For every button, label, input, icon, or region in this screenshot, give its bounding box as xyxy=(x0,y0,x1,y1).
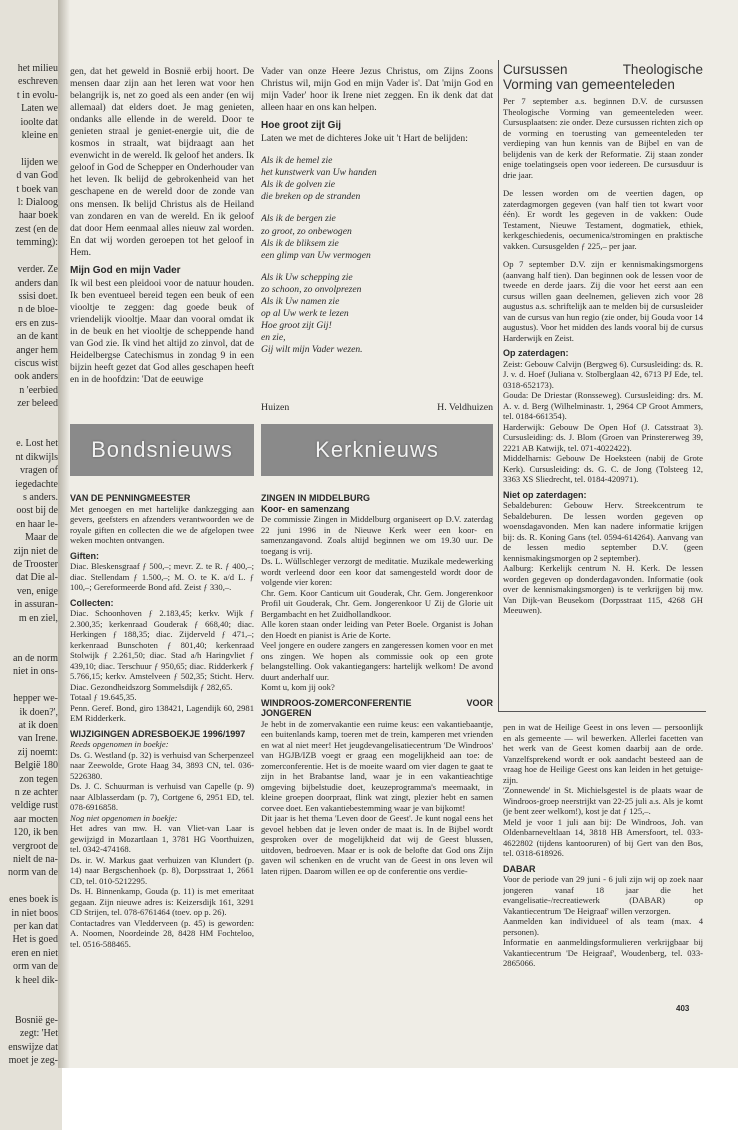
spine-line: n de bloe- xyxy=(18,304,58,316)
spine-line: zon tegen xyxy=(19,773,58,785)
poem-line: zo groot, zo onbewogen xyxy=(261,225,352,237)
author-name: H. Veldhuizen xyxy=(437,402,493,413)
news-heading: VAN DE PENNINGMEESTER xyxy=(70,493,191,503)
news-paragraph: Komt u, kom jij ook? xyxy=(261,682,335,692)
spine-line: eren en niet xyxy=(11,947,58,959)
spine-line: nielt de na- xyxy=(13,853,58,865)
poem-line: Als ik de bergen zie xyxy=(261,213,336,225)
article-paragraph: Ik wil best een pleidooi voor de natuur houden. Ik ben eventueel bereid tegen een beuk of een viooltje te zeggen: dag goede beuk of vriendelijk viooltje. Maar dan vooral omdat ik in de beuk en het viooltje de scheppende hand van God zie. Ik vind het altijd zo zinvol, dat de Heidelbergse Catechismus in zondag 9 in een bijzin heeft gezet dat God alles geschapen heeft en in de hoofdzin: 'Dat de eeuwige xyxy=(70,277,254,386)
news-paragraph: Chr. Gem. Koor Canticum uit Gouderak, Chr. Gem. Jongerenkoor Profil uit Gouderak, Chr. Gem. Jongerenkoor U Zij de Glorie uit Bergambacht en het Zuidhollandkoor. xyxy=(261,587,493,619)
spine-line: in niet boos xyxy=(11,907,58,919)
spine-line: Het is goed xyxy=(12,934,58,946)
spine-line: de Trooster xyxy=(12,559,58,571)
news-subheading: Reeds opgenomen in boekje: xyxy=(70,739,169,749)
article-column-2 xyxy=(261,66,493,400)
poem-line: zo schoon, zo onvolprezen xyxy=(261,283,362,295)
news-paragraph: Ds. J. C. Schuurman is verhuisd van Capelle (p. 9) naar Alblasserdam (p. 7), Cortgene 6, 2951 ED, tel. 078-6916858. xyxy=(70,781,254,812)
spine-line: moet je zeg- xyxy=(8,1055,58,1067)
article-column-4-continued xyxy=(503,722,703,992)
news-paragraph: Veel jongere en oudere zangers en zangeressen komen voor en met ons zingen. We hopen als commissie ook op een grote belangstelling. Ook vakantiegangers: hartelijk welkom! De avond duurt anderhalf uur. xyxy=(261,640,493,682)
spine-line: ven, enige xyxy=(16,585,58,597)
spine-line xyxy=(0,638,58,651)
bondsnieuws-column xyxy=(70,488,254,958)
course-location: Zeist: Gebouw Calvijn (Bergweg 6). Cursusleiding: ds. R. J. v. d. Hoef (Juliana v. Stolberglaan 42, 6713 PJ Ede, tel. 0318-652173). xyxy=(503,358,703,390)
spine-line xyxy=(0,625,58,638)
box-paragraph: Per 7 september a.s. beginnen D.V. de cursussen Theologische Vorming van gemeenteleden weer. Cursusplaatsen: zie onder. Deze cursussen richten zich op de vorming en toerusting van gemeenteleden ter verdieping van hun kennis van de Bijbel en van de belijdenis van de kerk der Reformatie. Zij staan zonder enige toelatingseis open voor iedereen. De cursusduur is drie jaar. xyxy=(503,96,703,180)
news-paragraph: Diac. Schoonhoven ƒ 2.183,45; kerkv. Wijk ƒ 2.300,35; kerkenraad Gouderak ƒ 668,40; diac. Herkingen ƒ 188,35; diac. Zijderveld ƒ 471,–; kerkenraad Bunschoten ƒ 801,40; kerkenraad Stolwijk ƒ 2.261,50; diac. Stad a/h Haringvliet ƒ 439,10; diac. Terschuur ƒ 950,65; diac. Ridderkerk ƒ 5.766,15; kerkv. Amstelveen ƒ 502,35; Sticht. Herv. Diac. Gezondheidszorg Sommelsdijk ƒ 282,65. xyxy=(70,608,254,692)
spine-line: norm van de xyxy=(8,867,58,879)
spine-line: s anders. xyxy=(23,492,58,503)
poem-line: Als ik de golven zie xyxy=(261,179,336,191)
spine-line: enes boek is xyxy=(9,894,58,906)
spine-line: anger hem xyxy=(16,344,58,356)
spine-line: d van God xyxy=(16,170,58,182)
news-paragraph: Aanmelden kan individueel of als team (max. 4 personen). xyxy=(503,916,703,937)
spine-line: per kan dat xyxy=(13,921,58,932)
spine-line xyxy=(0,142,58,155)
poem-line: die breken op de stranden xyxy=(261,191,361,203)
spine-line: verder. Ze xyxy=(17,264,58,276)
course-location: Gouda: De Driestar (Ronsseweg). Cursusleiding: drs. M. A. v. d. Berg (Wilhelminastr. 1, 2964 CP Groot Ammers, tel. 0184-661354). xyxy=(503,390,703,421)
spine-line: Maar de xyxy=(24,532,58,544)
spine-line: 120, ik ben xyxy=(13,827,58,839)
spine-line: vergroot de xyxy=(12,840,58,852)
spine-line: ciscus wist xyxy=(14,357,58,369)
spine-line: iegedachte xyxy=(15,478,58,490)
news-paragraph: Voor de periode van 29 juni - 6 juli zijn wij op zoek naar jongeren vanaf 18 jaar die het evangelisatie-/recreatiewerk (DABAR) op Vakantiecentrum 'De Heigraaf' willen verzorgen. xyxy=(503,874,703,916)
poem-line: en zie, xyxy=(261,331,286,343)
news-heading: WINDROOS-ZOMERCONFERENTIE VOOR JONGEREN xyxy=(261,697,493,718)
spine-line: an de kant xyxy=(16,331,58,343)
spine-line: an de norm xyxy=(13,652,58,664)
spine-line: ers en zus- xyxy=(15,317,58,329)
news-heading: DABAR xyxy=(503,863,536,874)
spine-line: niet in ons- xyxy=(13,666,58,678)
spine-line xyxy=(0,411,58,424)
section-heading: Hoe groot zijt Gij xyxy=(261,120,341,132)
page-gutter-shadow xyxy=(58,0,70,1068)
spine-line: veldige rust xyxy=(11,800,58,812)
spine-line: t boek van xyxy=(16,183,58,195)
spine-line: ik doen?', xyxy=(19,706,58,718)
banner-title: Kerknieuws xyxy=(315,437,439,462)
poem-stanza xyxy=(261,155,493,203)
news-paragraph: Diac. Bleskensgraaf ƒ 500,–; mevr. Z. te R. ƒ 400,–; diac. Stellendam ƒ 1.500,–; M. O. te K. a/d L. ƒ 100,–; Gereformeerde Bond afd. Zeist ƒ 330,–. xyxy=(70,561,254,592)
spine-line: zegt: 'Het xyxy=(19,1028,58,1040)
spine-line: l: Dialoog xyxy=(17,197,58,209)
news-paragraph: pen in wat de Heilige Geest in ons leven — persoonlijk en als gemeente — wil bewerken. Allerlei facetten van het werk van de Geest komen daarbij aan de orde. Vanzelfsprekend wordt er ook aandacht besteed aan de vraag hoe de Heilige Geest ons kan leiden in het getuige-zijn. xyxy=(503,722,703,785)
news-paragraph: Ds. ir. W. Markus gaat verhuizen van Klundert (p. 14) naar Bergschenhoek (p. 8), Dorpsstraat 1, 2661 CD, tel. 010-5212295. xyxy=(70,854,254,886)
spine-line: anders dan xyxy=(14,277,58,289)
spine-line: in assuran- xyxy=(14,599,58,611)
spine-line: het milieu xyxy=(17,63,58,74)
course-location: Middelharnis: Gebouw De Hoeksteen (nabij de Grote Kerk). Cursusleiding: ds. G. C. de Jong (Tolsteeg 12, 3363 XS Sliedrecht, tel. 0184-420971). xyxy=(503,453,703,484)
news-subheading: Koor- en samenzang xyxy=(261,503,350,514)
spine-line: k heel dik- xyxy=(15,974,58,986)
course-location: Harderwijk: Gebouw De Open Hof (J. Catsstraat 3). Cursusleiding: ds. J. Blom (Groen van Prinstererweg 39, 2221 AB Katwijk, tel. 071-4022422). xyxy=(503,421,703,453)
section-heading: Mijn God en mijn Vader xyxy=(70,264,181,276)
spine-line: t in evolu- xyxy=(16,89,58,101)
course-location: Sebaldeburen: Gebouw Herv. Streekcentrum te Sebaldeburen. De lessen worden gegeven op woensdagavonden. Men kan nadere informatie krijgen bij: ds. R. Koning Gans (tel. 0594-614264). Aanvang van de lessen medio september D.V. (geen kennismakingsmorgen op 2 september). xyxy=(503,500,703,563)
spine-line: zij noemt: xyxy=(17,746,58,758)
spine-line: temming): xyxy=(16,237,58,249)
spine-line: eschreven xyxy=(18,76,58,88)
spine-line: lijden we xyxy=(21,156,58,168)
spine-line: zijn niet de xyxy=(13,545,58,557)
spine-line: e. Lost het xyxy=(16,438,58,450)
spine-line: n ze achter xyxy=(14,786,58,798)
poem-line: Als ik Uw namen zie xyxy=(261,295,340,307)
box-heading: Op zaterdagen: xyxy=(503,348,569,358)
banner-title: Bondsnieuws xyxy=(91,437,233,462)
course-info-box xyxy=(503,62,703,708)
spine-line: zer beleed xyxy=(17,398,58,410)
poem-line: Als ik de hemel zie xyxy=(261,155,333,167)
spine-line xyxy=(0,424,58,437)
kerknieuws-column xyxy=(261,488,493,958)
news-paragraph: Met genoegen en met hartelijke dankzegging aan gevers, geefsters en afzenders verantwoorden we de royale giften en collecten die we de afgelopen twee weken mochten ontvangen. xyxy=(70,503,254,545)
news-paragraph: Informatie en aanmeldingsformulieren verkrijgbaar bij Vakantiecentrum 'De Heigraaf', Woudenberg, tel. 033-2865066. xyxy=(503,937,703,968)
spine-line xyxy=(0,880,58,893)
news-paragraph: Het adres van mw. H. van Vliet-van Laar is gewijzigd in Mozartlaan 1, 3781 HG Voorthuizen, tel. 0342-474168. xyxy=(70,823,254,854)
poem-line: op al Uw werk te lezen xyxy=(261,307,349,319)
spine-line: n 'eerbied xyxy=(19,384,58,396)
spine-line: zest (en de xyxy=(15,223,58,235)
news-paragraph: Dit jaar is het thema 'Leven door de Geest'. Je kunt nogal eens het gevoel hebben dat je leven onder de maat is. In de Bijbel wordt gesproken over de mogelijkheid dat wij de Geest blussen, uitdoven, bedroeven. Maar er is ook de belofte dat God ons Zijn gaven wil schenken en de vrucht van de Geest in ons leven wil laten rijpen. Daarom willen ee op de conferentie ons verdie- xyxy=(261,813,493,876)
poem-line: het kunstwerk van Uw handen xyxy=(261,167,377,179)
spine-line: ook anders xyxy=(14,371,58,383)
news-paragraph: Ds. H. Binnenkamp, Gouda (p. 11) is met emeritaat gegaan. Zijn nieuwe adres is: Keizersdijk 161, 3291 CD Strijen, tel. 078-6761464 (toev. op p. 26). xyxy=(70,886,254,917)
article-paragraph: gen, dat het geweld in Bosnië erbij hoort. De mensen daar zijn aan het leren wat voor hen belangrijk is, net zo goed als een ander (en wij allemaal) dat elders doet. Je mag genieten, ondanks alle ellende in de wereld. Door te genieten straal je geniet-energie uit, die de kosmos in straalt, wat bijdraagt aan het evenwicht in de wereld. Ik geloof het anders. Ik geloof in God de Schepper en Onderhouder van het leven. Ik belijd de gebrokenheid van het geschapene en de wereld door de zonde van ons mensen. Ik belijd Christus als de Heiland van zondaren en van de wereld. En ik geloof dat door Hem eenmaal alles nieuw zal worden. En dat wij worden geroepen tot het geloof in Hem. xyxy=(70,66,254,258)
news-paragraph: Totaal ƒ 19.645,35. xyxy=(70,692,137,702)
poem-line: Als ik de bliksem zie xyxy=(261,237,339,249)
spine-line xyxy=(0,1000,58,1013)
box-paragraph: Op 7 september D.V. zijn er kennismakingsmorgens (aanvang half tien). Dan beginnen ook de lessen voor de tweede en derde jaars. Zij die voor het eerst aan een cursus willen gaan deelnemen, gelieven zich voor 28 augustus a.s. schriftelijk aan te melden bij de cursusleider van de cursus van hun regio (zie onder, bij Gouda voor 14 augustus). Voor het midden des lands vooral bij de cursus Harderwijk en Zeist. xyxy=(503,259,703,343)
news-heading: WIJZIGINGEN ADRESBOEKJE 1996/1997 xyxy=(70,728,246,739)
author-place: Huizen xyxy=(261,402,290,413)
news-paragraph: Penn. Geref. Bond, giro 138421, Lagendijk 60, 2981 EM Ridderkerk. xyxy=(70,702,254,723)
news-paragraph: Ds. G. Westland (p. 32) is verhuisd van Scherpenzeel naar Zeewolde, Grote Haag 34, 3893 CN, tel. 036-5226380. xyxy=(70,749,254,781)
spine-line: haar boek xyxy=(18,210,58,222)
poem-line: een glimp van Uw vermogen xyxy=(261,249,371,261)
news-heading: Giften: xyxy=(70,550,99,561)
spine-line: aar mocten xyxy=(13,813,58,825)
article-paragraph: Laten we met de dichteres Joke uit 't Hart de belijden: xyxy=(261,133,468,145)
spine-line: vragen of xyxy=(19,465,58,477)
news-heading: Collecten: xyxy=(70,597,114,608)
spine-line: van Irene. xyxy=(18,733,58,745)
poem-stanza xyxy=(261,213,493,261)
spine-line: hepper we- xyxy=(13,693,58,705)
page-number: 403 xyxy=(676,1004,690,1013)
news-paragraph: Meld je voor 1 juli aan bij: De Windroos, Joh. van Oldenbarneveltlaan 14, 3818 HB Amersfoort, tel. 033-4622802 (tijdens kantooruren) of bij Gert van den Bos, tel. 0318-618926. xyxy=(503,816,703,858)
course-location: Aalburg: Kerkelijk centrum N. H. Kerk. De lessen worden gegeven op donderdagavonden. Informatie (ook over de kennismakingsmorgen) is te verkrijgen bij mw. Van Dijk-van Beusekom (Dorpsstraat 115, 4268 GH Meeuwen). xyxy=(503,563,703,615)
spine-line xyxy=(0,679,58,692)
previous-page-edge xyxy=(0,0,62,1130)
spine-line: ioolte dat xyxy=(20,116,58,128)
news-paragraph: Ds. L. Wüllschleger verzorgt de meditatie. Muzikale medewerking wordt verleend door een koor dat samengesteld wordt door de volgende vier koren: xyxy=(261,556,493,587)
spine-line: Laten we xyxy=(21,103,58,115)
spine-line: nt dikwijls xyxy=(15,451,58,463)
poem xyxy=(261,155,493,356)
bondsnieuws-banner xyxy=(70,424,254,476)
poem-stanza xyxy=(261,272,493,356)
box-paragraph: De lessen worden om de veertien dagen, op zaterdagmorgen gegeven (van half tien tot kwart voor één). Er wordt les gegeven in de vakken: Oude Testament, Nieuwe Testament, dogmatiek, ethiek, kerkgeschiedenis, oecumenica/stromingen en praktische vakken. Cursusgelden ƒ 225,– per jaar. xyxy=(503,188,703,251)
spine-line: België 180 xyxy=(14,760,58,772)
news-paragraph: De commissie Zingen in Middelburg organiseert op D.V. zaterdag 22 juni 1996 in de Nieuwe Kerk weer een koor- en samenzangavond. Zoals altijd beginnen we om 19.30 uur. De toegang is vrij. xyxy=(261,514,493,556)
box-heading: Niet op zaterdagen: xyxy=(503,489,587,500)
poem-line: Gij wilt mijn Vader wezen. xyxy=(261,343,363,355)
spine-line: at ik doen xyxy=(18,719,58,731)
box-border-bottom xyxy=(498,711,706,712)
spine-line: oost bij de xyxy=(16,505,58,517)
box-border-left xyxy=(498,60,499,712)
news-paragraph: Je hebt in de zomervakantie een ruime keus: een vakantiebaantje, een buitenlands kamp, toeren met de trein, kamperen met vrienden en wat al niet meer! Het jeugdevangelisatiecentrum 'De Windroos' van HGJB/IZB voegt er graag een mogelijkheid aan toe: de zomerconferentie. Het is de moeite waard om vier dagen te gaat te zijn in het Brabantse land, waar je in een vakantieachtige omgeving bijbelstudie doet, keuzeprogramma's meemaakt, in kleine groepen doorpraat, flink wat zingt, plezier hebt en samen corvee doet. Een vakantiebestemming waar je van bijkomt! xyxy=(261,718,493,813)
article-column-1 xyxy=(70,66,254,414)
spine-line xyxy=(0,987,58,1000)
spine-line: dat Die al- xyxy=(15,572,58,584)
article-footer xyxy=(261,402,493,413)
spine-line: kleine en xyxy=(21,130,58,142)
spine-line: enswijze dat xyxy=(8,1041,58,1053)
poem-line: Hoe groot zijt Gij! xyxy=(261,319,332,331)
box-title: Cursussen Theologische Vorming van gemeenteleden xyxy=(503,62,703,92)
spine-line: m en ziel, xyxy=(18,612,58,624)
news-paragraph: 'Zonnewende' in St. Michielsgestel is de plaats waar de Windroos-groep neerstrijkt van 22-25 juli a.s. Als je komt (je bent zeer welkom!), kost je dat ƒ 125,–. xyxy=(503,785,703,816)
spine-line: ssisi doet. xyxy=(18,290,58,302)
news-paragraph: Contactadres van Vledderveen (p. 45) is geworden: A. Noomen, Noordeinde 28, 8428 HM Fochteloo, tel. 0516-588465. xyxy=(70,917,254,949)
spine-line xyxy=(0,250,58,263)
spine-line: Bosnië ge- xyxy=(14,1014,58,1026)
kerknieuws-banner xyxy=(261,424,493,476)
article-paragraph: Vader van onze Heere Jezus Christus, om Zijns Zoons Christus wil, mijn God en mijn Vader is'. Dat 'mijn God en mijn Vader' hoor ik Irene niet zeggen. En ik denk dat dat alleen haar en ons kan helpen. xyxy=(261,66,493,114)
news-paragraph: Alle koren staan onder leiding van Peter Boele. Organist is Johan den Hoedt en pianist is Arie de Korte. xyxy=(261,619,493,640)
news-subheading: Nog niet opgenomen in boekje: xyxy=(70,812,178,823)
poem-line: Als ik Uw schepping zie xyxy=(261,271,353,283)
spine-line: en haar le- xyxy=(15,518,58,530)
news-heading: ZINGEN IN MIDDELBURG xyxy=(261,493,370,503)
spine-line: orm van de xyxy=(13,961,58,973)
